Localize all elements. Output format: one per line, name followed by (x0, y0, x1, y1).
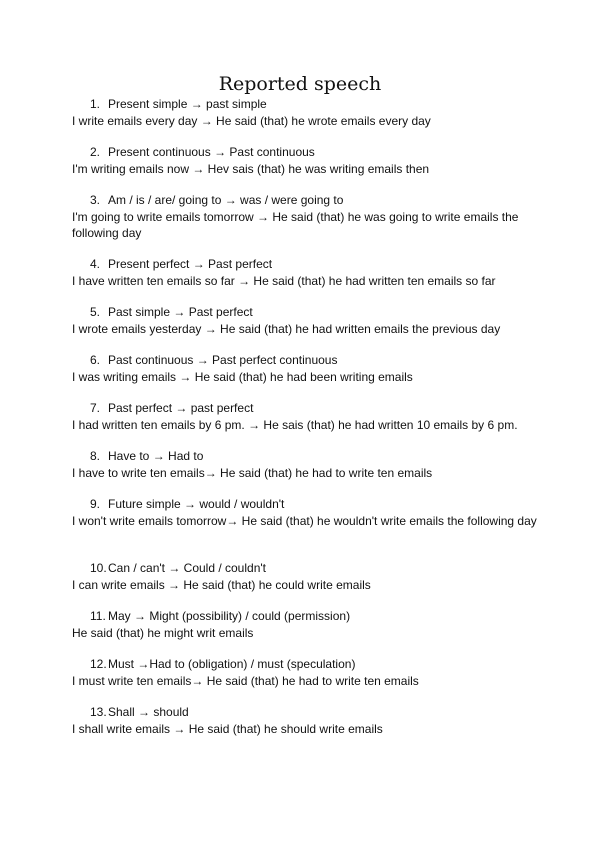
list-item (72, 304, 542, 337)
rule-text: Shall → should (108, 705, 189, 719)
list-item (72, 144, 542, 177)
item-number: 10. (90, 561, 107, 575)
list-item (72, 608, 542, 641)
rule-text: Present simple → past simple (108, 97, 267, 111)
rule-heading (72, 448, 542, 465)
rule-heading (72, 304, 542, 321)
rule-heading (72, 560, 542, 577)
rule-text: May → Might (possibility) / could (permission) (108, 609, 351, 623)
rule-heading (72, 608, 542, 625)
rule-text: Past continuous → Past perfect continuous (108, 353, 338, 367)
example-text: I was writing emails → He said (that) he had been writing emails (72, 369, 413, 384)
item-number: 4. (90, 257, 101, 271)
example-text: I wrote emails yesterday → He said (that) he had written emails the previous day (72, 321, 501, 336)
rule-heading (72, 192, 542, 209)
rule-text: Can / can't → Could / couldn't (108, 561, 266, 575)
example-text: I shall write emails → He said (that) he should write emails (72, 721, 383, 736)
rule-text: Must →Had to (obligation) / must (speculation) (108, 657, 356, 671)
item-number: 13. (90, 705, 107, 719)
rule-heading (72, 400, 542, 417)
item-number: 3. (90, 193, 101, 207)
item-number: 9. (90, 497, 101, 511)
item-number: 12. (90, 657, 107, 671)
rule-text: Am / is / are/ going to → was / were going to (108, 193, 344, 207)
example-text: I can write emails → He said (that) he could write emails (72, 577, 371, 592)
page-title: Reported speech (218, 73, 382, 95)
rule-text: Future simple → would / wouldn't (108, 497, 285, 511)
rule-text: Have to → Had to (108, 449, 204, 463)
rule-heading (72, 496, 542, 513)
example-text: I have written ten emails so far → He said (that) he had written ten emails so far (72, 273, 496, 288)
item-number: 11. (90, 609, 106, 623)
example-text: I won't write emails tomorrow→ He said (that) he wouldn't write emails the following day (72, 513, 537, 528)
item-number: 1. (90, 97, 101, 111)
example-text: I had written ten emails by 6 pm. → He sais (that) he had written 10 emails by 6 pm. (72, 417, 518, 432)
rule-text: Past perfect → past perfect (108, 401, 254, 415)
rule-text: Present continuous → Past continuous (108, 145, 315, 159)
list-item (72, 352, 542, 385)
item-number: 8. (90, 449, 101, 463)
example-text: I'm going to write emails tomorrow → He said (that) he was going to write emails the following day (72, 209, 519, 240)
item-number: 7. (90, 401, 101, 415)
rule-heading (72, 704, 542, 721)
rule-heading (72, 96, 542, 113)
rule-heading (72, 256, 542, 273)
rule-heading (72, 144, 542, 161)
rule-heading (72, 352, 542, 369)
list-item (72, 560, 542, 593)
example-text: He said (that) he might writ emails (72, 625, 254, 640)
list-item (72, 496, 542, 529)
item-number: 5. (90, 305, 101, 319)
list-item (72, 704, 542, 737)
list-item (72, 192, 542, 242)
list-item (72, 96, 542, 129)
example-text: I have to write ten emails→ He said (that) he had to write ten emails (72, 465, 433, 480)
example-text: I must write ten emails→ He said (that) he had to write ten emails (72, 673, 419, 688)
item-number: 2. (90, 145, 101, 159)
list-item (72, 448, 542, 481)
list-item (72, 656, 542, 689)
example-text: I write emails every day → He said (that) he wrote emails every day (72, 113, 431, 128)
example-text: I'm writing emails now → Hev sais (that) he was writing emails then (72, 161, 430, 176)
item-number: 6. (90, 353, 101, 367)
list-item (72, 256, 542, 289)
list-item (72, 400, 542, 433)
rule-heading (72, 656, 542, 673)
rule-text: Present perfect → Past perfect (108, 257, 273, 271)
rule-text: Past simple → Past perfect (108, 305, 253, 319)
